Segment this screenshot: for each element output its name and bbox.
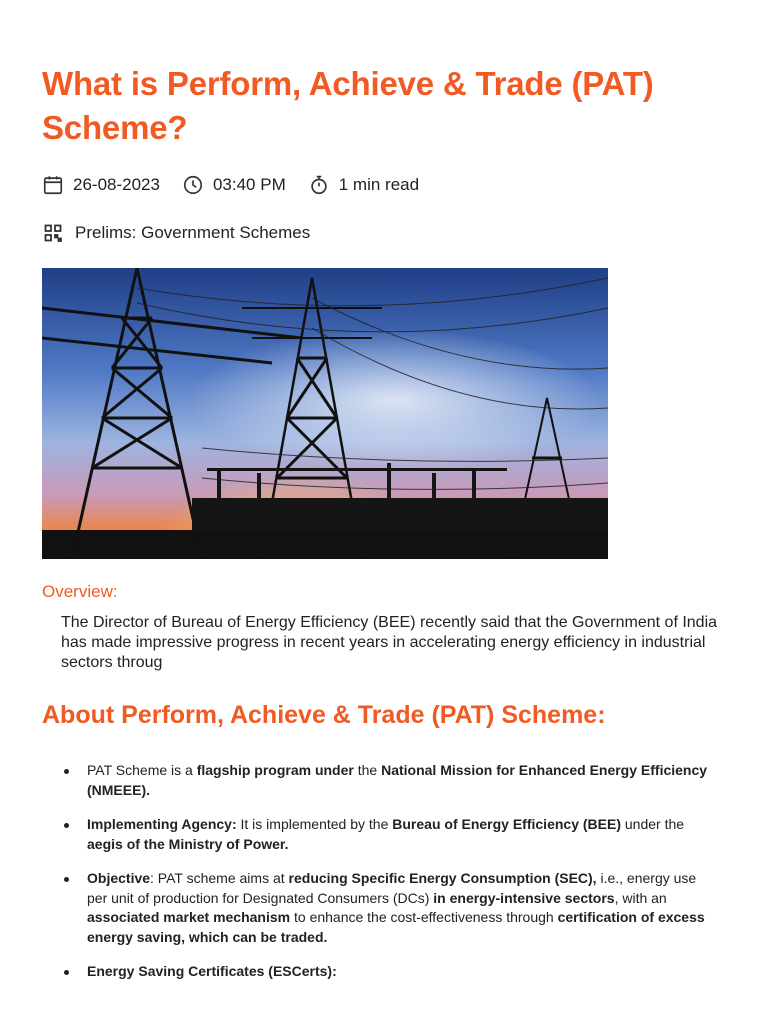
bold-text: certification of excess energy saving, which can be traded. bbox=[87, 909, 705, 945]
text-run: the bbox=[353, 762, 382, 778]
overview-label: Overview: bbox=[42, 582, 118, 601]
text-run: under the bbox=[620, 816, 685, 832]
article bbox=[42, 62, 732, 997]
transmission-towers-image bbox=[42, 268, 608, 559]
grid-icon bbox=[44, 224, 62, 242]
text-run: PAT Scheme is a bbox=[87, 762, 197, 778]
section-heading: About Perform, Achieve & Trade (PAT) Scheme: bbox=[42, 701, 606, 729]
page-title: What is Perform, Achieve & Trade (PAT) Scheme? bbox=[42, 65, 654, 146]
article-meta bbox=[42, 172, 732, 198]
bold-text: Implementing Agency: bbox=[87, 816, 237, 832]
about-points-list bbox=[42, 761, 732, 982]
bold-text: Energy Saving Certificates (ESCerts): bbox=[87, 963, 337, 979]
bold-text: in energy-intensive sectors bbox=[433, 889, 615, 906]
time-meta bbox=[182, 174, 286, 196]
category-row bbox=[42, 220, 732, 246]
stopwatch-icon bbox=[308, 174, 330, 196]
text-run: i.e., energy use per unit of production for Designated Consumers (DCs) bbox=[87, 870, 697, 906]
text-run: to enhance the cost-effectiveness through bbox=[290, 909, 558, 925]
bold-text: aegis of the Ministry of Power. bbox=[87, 835, 289, 852]
bold-text: reducing Specific Energy Consumption (SEC), bbox=[288, 870, 597, 886]
bold-text: Objective bbox=[87, 870, 151, 886]
clock-icon bbox=[182, 174, 204, 196]
bold-text: Bureau of Energy Efficiency (BEE) bbox=[392, 816, 621, 832]
read-time-meta bbox=[308, 174, 419, 196]
text-run: It is implemented by the bbox=[236, 816, 393, 832]
post-date: 26-08-2023 bbox=[73, 175, 160, 194]
bold-text: associated market mechanism bbox=[87, 909, 291, 925]
category-link[interactable]: Prelims: Government Schemes bbox=[75, 223, 311, 242]
date-meta bbox=[42, 174, 160, 196]
calendar-icon bbox=[42, 174, 64, 196]
bold-text: flagship program under bbox=[196, 762, 354, 778]
bullet-point bbox=[42, 869, 709, 947]
bullet-point bbox=[42, 962, 709, 982]
read-time: 1 min read bbox=[338, 175, 420, 194]
post-time: 03:40 PM bbox=[212, 175, 286, 194]
text-run: , with an bbox=[614, 889, 667, 906]
overview-text: The Director of Bureau of Energy Efficiency (BEE) recently said that the Government of India has made impressive progress in recent years in accelerating energy efficiency in industrial sectors throug bbox=[61, 614, 718, 671]
text-run: : PAT scheme aims at bbox=[150, 870, 289, 886]
bullet-point bbox=[42, 761, 709, 800]
hero-image bbox=[42, 268, 608, 559]
bullet-point bbox=[42, 815, 709, 854]
bold-text: National Mission for Enhanced Energy Efficiency (NMEEE). bbox=[87, 762, 708, 798]
